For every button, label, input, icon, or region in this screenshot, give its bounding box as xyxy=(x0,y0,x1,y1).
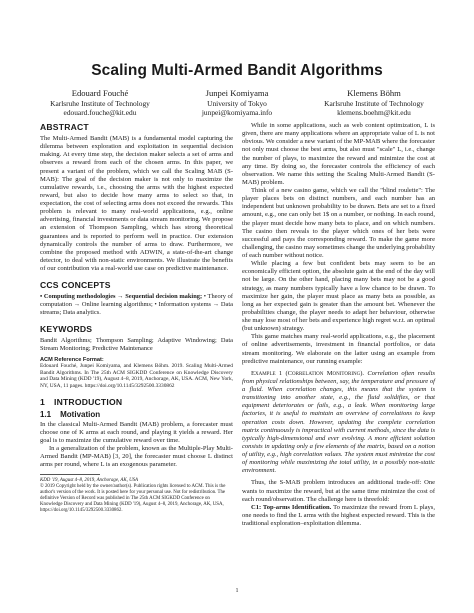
acm-ref-heading: ACM Reference Format: xyxy=(40,357,104,364)
author-name: Klemens Böhm xyxy=(347,88,401,98)
intro-paragraph-2: In a generalization of the problem, known as the Multiple-Play Multi-Armed Bandit (MP-MAB) [3, 20], the forecaster must choose L distinct arms per round, where L is an exogenous parameter. xyxy=(40,444,233,469)
author-affiliation: University of Tokyo xyxy=(207,99,267,108)
page-number: 1 xyxy=(235,588,239,594)
footnote-venue: KDD '19, August 4–8, 2019, Anchorage, AK, USA xyxy=(40,478,139,484)
intro-paragraph-1: In the classical Multi-Armed Bandit (MAB) problem, a forecaster must choose one of K arms at each round, and playing it yields a reward. Her goal is to maximize the cumulative reward over time. xyxy=(40,420,233,444)
author-name: Edouard Fouché xyxy=(71,88,129,98)
right-column xyxy=(242,122,435,528)
abstract-text: The Multi-Armed Bandit (MAB) is a fundamental model capturing the dilemma between exploration and exploitation in sequential decision making. At every time step, the decision maker selects a set of arms and observes a reward from each of the chosen arms. In this paper, we present a variant of the problem, which we call the Scaling MAB (S-MAB): The goal of the decision maker is not only to maximize the cumulative rewards, i.e., choosing the arms with the highest expected reward, but also to decide how many arms to select so that, in expectation, the cost of selecting arms does not exceed the rewards. This problem is relevant to many real-world applications, e.g., online advertising, financial investments or data stream monitoring. We propose an extension of Thompson Sampling, which has strong theoretical guarantees and is reported to perform well in practice. Our extension dynamically controls the number of arms to draw. Furthermore, we combine the proposed method with ADWIN, a state-of-the-art change detector, to deal with non-static environments. We illustrate the benefits of our contribution via a real-world use case on predictive maintenance. xyxy=(40,135,233,272)
author-email: edouard.fouche@kit.edu xyxy=(63,108,137,117)
subsection-title: Motivation xyxy=(60,409,101,419)
example-block xyxy=(242,370,435,476)
acm-ref-text: Edouard Fouché, Junpei Komiyama, and Klemens Böhm. 2019. Scaling Multi-Armed Bandit Algorithms. In The 25th ACM SIGKDD Conference on Knowledge Discovery and Data Mining (KDD '19), August 4–8, 2019, Anchorage, AK, USA. ACM, New York, NY, USA, 11 pages. https://doi.org/10.1145/3292500.3330862 xyxy=(40,363,233,389)
author-block xyxy=(35,88,439,117)
footnote-copyright: © 2019 Copyright held by the owner/author(s). Publication rights licensed to ACM. This is the author's version of the work. It is posted here for your personal use. Not for redistribution. The definitive Version of Record was published in The 25th ACM SIGKDD Conference on Knowledge Discovery and Data Mining (KDD '19), August 4–8, 2019, Anchorage, AK, USA, https://doi.org/10.1145/3292500.3330862. xyxy=(40,484,226,514)
author-email: klemens.boehm@kit.edu xyxy=(337,108,411,117)
body-paragraph-2: Think of a new casino game, which we call the "blind roulette": The player places bets on distinct numbers, and each number has an independent but unknown probability to be drawn. Bets are set to a fixed amount, e.g., one can only bet 1$ on a number, or nothing. In each round, the player must decide how many bets to place, and on which numbers. The casino then reveals to the player which ones of her bets were successful and pays the corresponding reward. To make the game more challenging, the casino may sometimes change the underlying probability of each number without notice. xyxy=(242,187,435,259)
author-affiliation: Karlsruhe Institute of Technology xyxy=(50,99,150,108)
author-name: Junpei Komiyama xyxy=(205,88,269,98)
intro-heading xyxy=(40,397,233,407)
challenge-1 xyxy=(242,504,435,528)
example-label: Example 1 (Correlation Monitoring). xyxy=(251,369,365,377)
ccs-heading: CCS CONCEPTS xyxy=(40,280,111,291)
keywords-text: Bandit Algorithms; Thompson Sampling; Adaptive Windowing; Data Stream Monitoring; Predictive Maintenance xyxy=(40,337,233,353)
ccs-line-2: • Theory of computation → Online learning algorithms; xyxy=(40,293,233,309)
section-title: INTRODUCTION xyxy=(53,396,123,407)
example-text: Correlation often results from physical relationships between, say, the temperature and pressure of a fluid. When correlation changes, this means that the system is transitioning into another state, e.g., the fluid solidifies, or that equipment deteriorates or fails, e.g., a leak. When monitoring large factories, it is useful to maintain an overview of correlations to keep operation costs down. However, updating the complete correlation matrix continuously is impractical with current methods, since the data is typically high-dimensional and ever evolving. A more efficient solution consists in updating only a few elements of the matrix, based on a notion of utility, e.g., high correlation values. The system must minimize the cost of monitoring while maximizing the total utility, in a possibly non-static environment. xyxy=(242,369,435,475)
author-email: junpei@komiyama.info xyxy=(201,108,273,117)
ccs-line-1: • Computing methodologies → Sequential decision making; xyxy=(40,293,203,301)
section-number: 1 xyxy=(40,396,45,407)
left-column xyxy=(40,122,233,514)
challenge-1-label: C1: Top-arms Identification. xyxy=(251,503,332,511)
challenge-1-text: To maximize the reward from L plays, one needs to find the L arms with the highest expected reward. This is the traditional exploration–exploitation dilemma. xyxy=(242,503,435,527)
footnote-rule xyxy=(40,474,100,475)
body-paragraph-3: While placing a few but confident bets may seem to be an economically efficient option, the absolute gain at the end of the day will not be large. On the other hand, placing many bets may not be a good strategy, as many numbers typically have a low chance to be drawn. To maximize her gain, the player must place as many bets as possible, as long as her expected gain is greater than the amount bet. Whenever the probabilities change, the player needs to adapt her behaviour, otherwise she may lose most of her bets and experience high regret w.r.t. an optimal (but unknown) strategy. xyxy=(242,260,435,333)
author-affiliation: Karlsruhe Institute of Technology xyxy=(324,99,424,108)
body-paragraph-5: Thus, the S-MAB problem introduces an additional trade-off: One wants to maximize the reward, but at the same time minimize the cost of each round/observation. The challenge here is threefold: xyxy=(242,479,435,503)
author-1 xyxy=(35,88,165,117)
body-paragraph-1: While in some applications, such as web content optimization, L is given, there are many applications where an appropriate value of L is not obvious. We consider a new variant of the MP-MAB where the forecaster not only must choose the best arms, but also must "scale" L, i.e., change the number of plays, to maximize the reward and minimize the cost at any time. By doing so, the forecaster controls the efficiency of each observation. We name this setting the Scaling Multi-Armed Bandit (S-MAB) problem. xyxy=(242,122,435,186)
paper-title: Scaling Multi-Armed Bandit Algorithms xyxy=(91,62,383,79)
author-3 xyxy=(309,88,439,117)
keywords-heading: KEYWORDS xyxy=(40,324,93,335)
subsection-number: 1.1 xyxy=(40,409,52,419)
ccs-concepts xyxy=(40,293,233,317)
author-2 xyxy=(172,88,302,117)
ccs-line-3: • Information systems → Data streams; Data analytics. xyxy=(40,301,233,317)
body-paragraph-4: This game matches many real-world applications, e.g., the placement of online advertisements, investment in financial portfolios, or data stream monitoring. We elaborate on the latter using an example from predictive maintenance, our running example: xyxy=(242,333,435,365)
motivation-heading xyxy=(40,410,233,419)
abstract-heading: ABSTRACT xyxy=(40,122,89,132)
